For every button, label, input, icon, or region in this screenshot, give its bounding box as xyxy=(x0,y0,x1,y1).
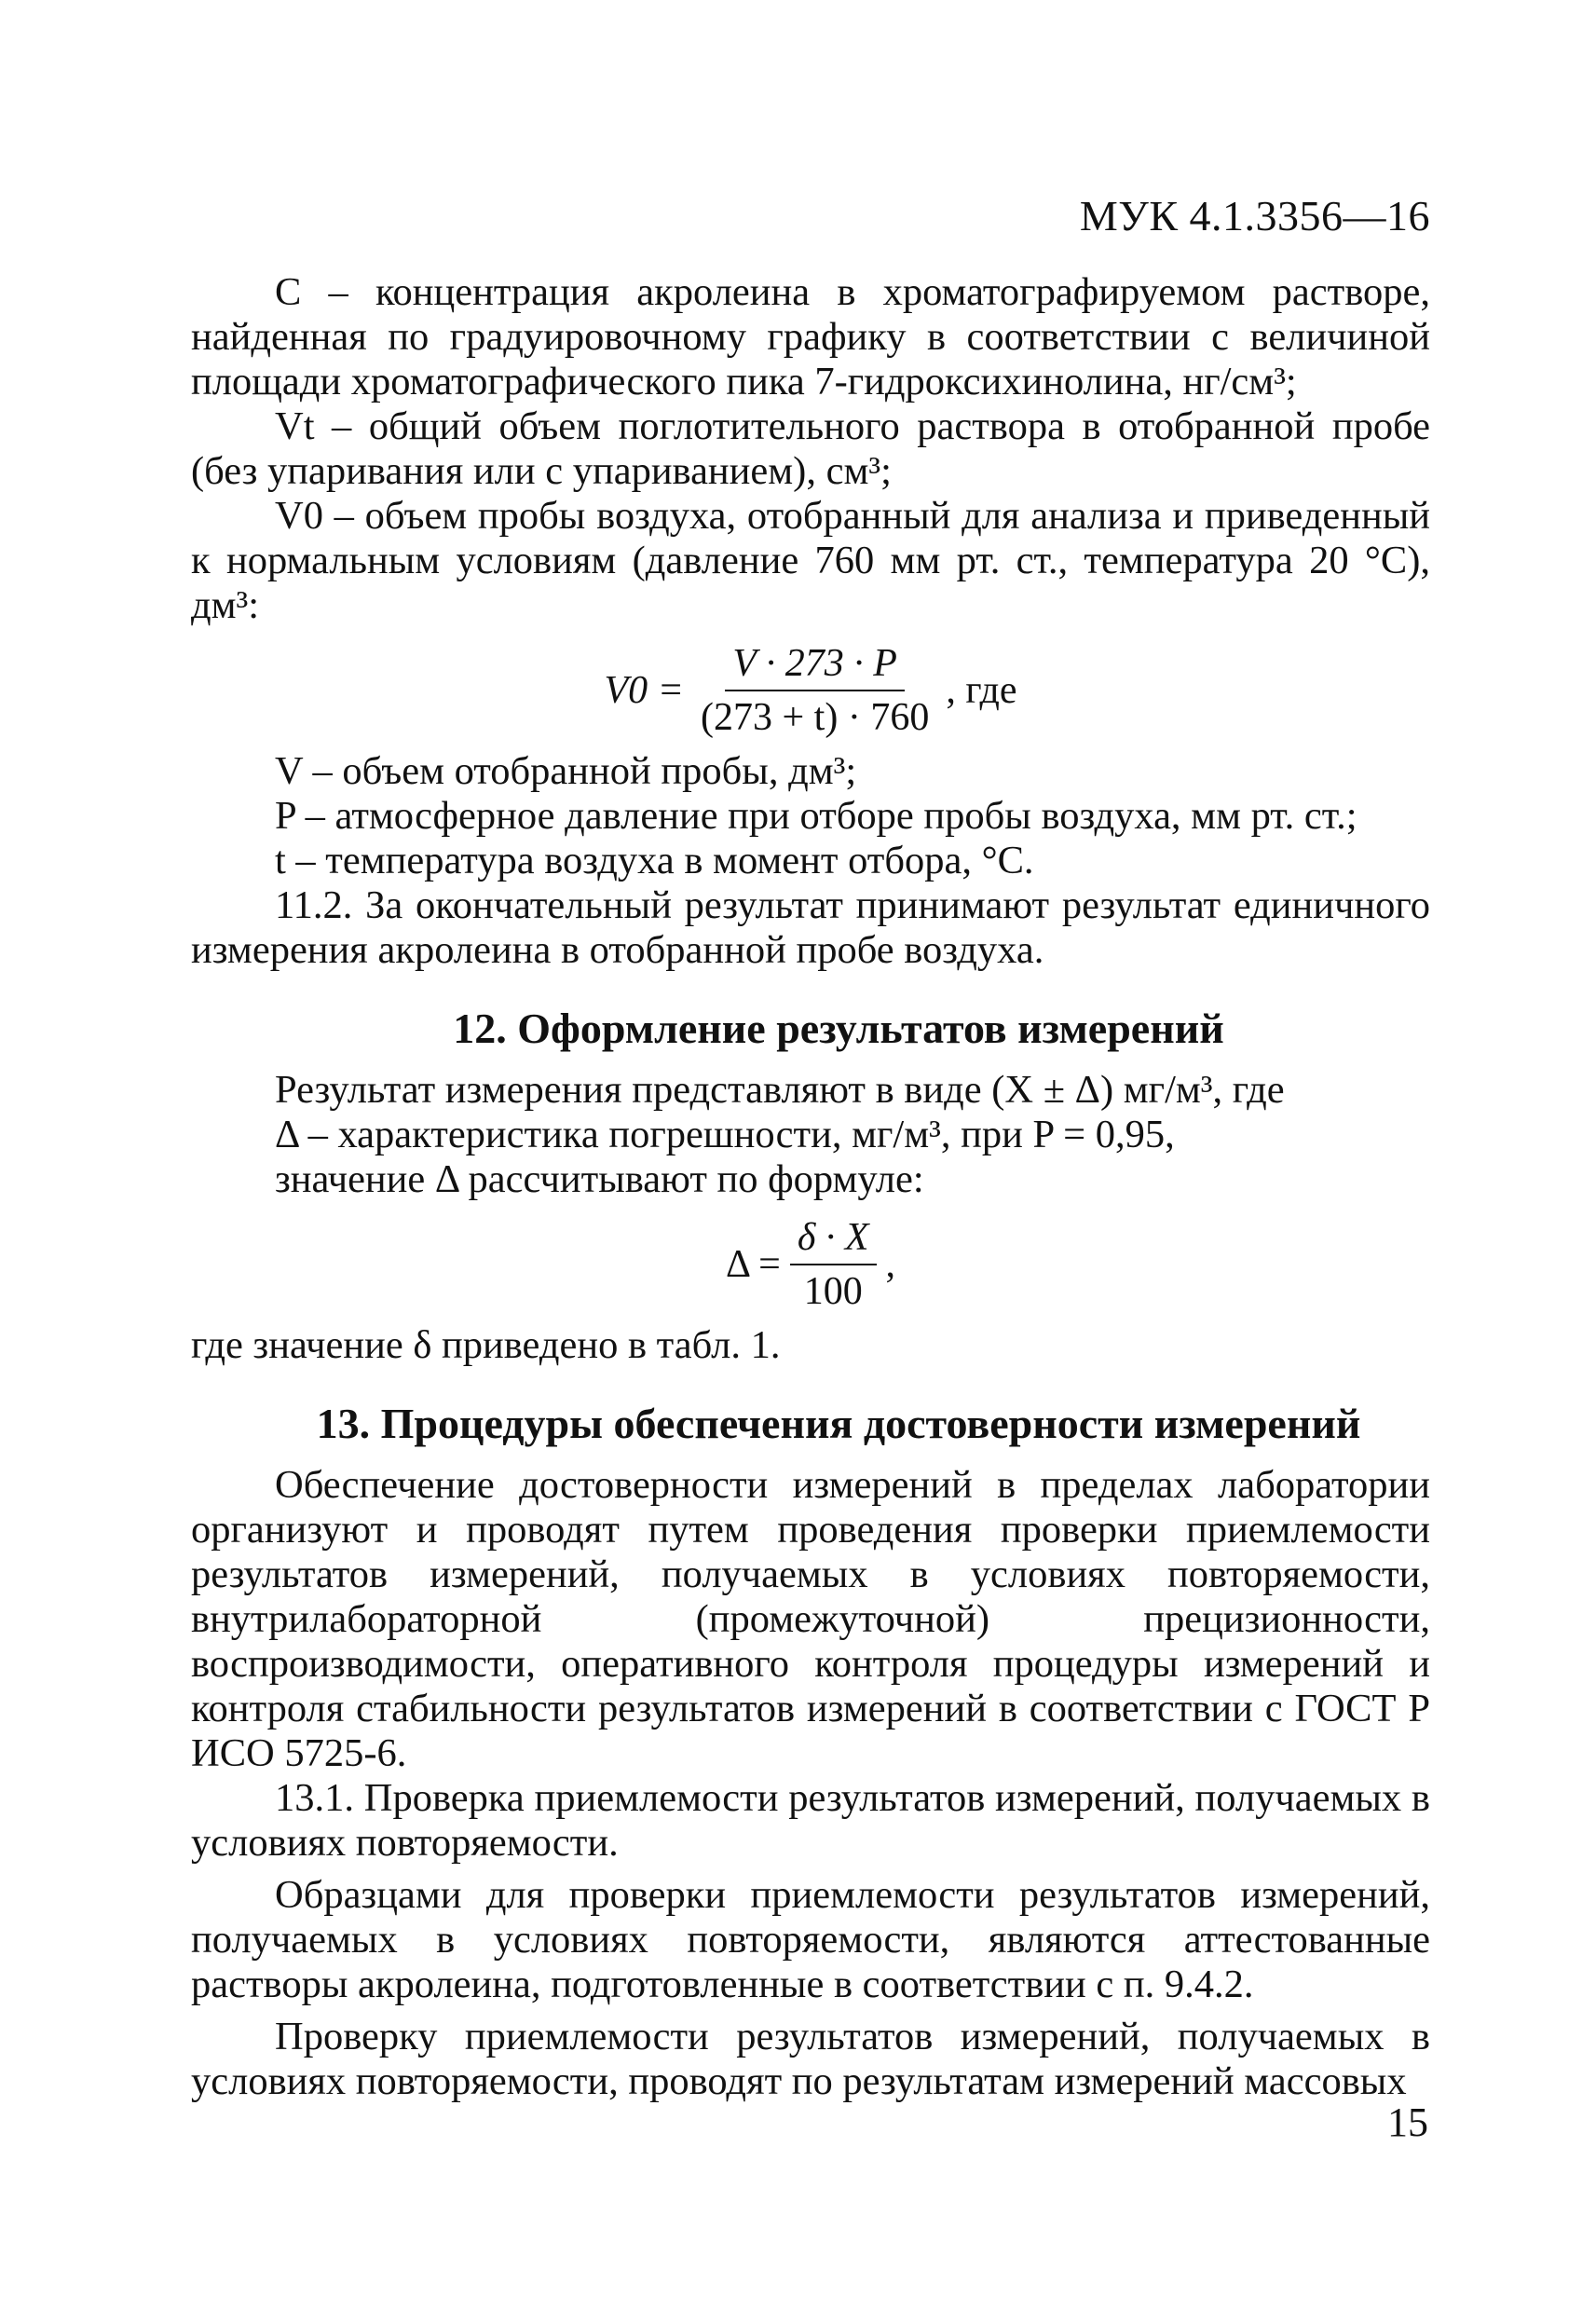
section-13-paragraph-2: Образцами для проверки приемлемости результатов измерений, получаемых в условиях повторяемости, являются аттестованные растворы акролеина, подготовленные в соответствии с п. 9.4.2. xyxy=(191,1873,1430,2006)
c-definition: С – концентрация акролеина в хроматографируемом растворе, найденная по градуировочному графику в соответствии с величиной площади хроматографического пика 7-гидроксихинолина, нг/см³; xyxy=(191,270,1430,403)
formula-v0-numerator: V · 273 · P xyxy=(725,641,905,691)
v-definition: V – объем отобранной пробы, дм³; xyxy=(275,749,857,793)
v0-definition: V0 – объем пробы воздуха, отобранный для анализа и приведенный к нормальным условиям (давление 760 мм рт. ст., температура 20 °С), дм³: xyxy=(191,494,1430,627)
section-12-line-2: Δ – характеристика погрешности, мг/м³, при P = 0,95, xyxy=(275,1113,1175,1156)
p-definition: P – атмосферное давление при отборе пробы воздуха, мм рт. ст.; xyxy=(275,794,1357,838)
section-13-paragraph-3: Проверку приемлемости результатов измерений, получаемых в условиях повторяемости, проводят по результатам измерений массовых xyxy=(191,2015,1430,2103)
formula-v0-lhs: V0 = xyxy=(604,669,684,712)
page-body xyxy=(191,270,1430,2104)
formula-v0-fraction xyxy=(693,641,936,740)
formula-delta-suffix: , xyxy=(885,1243,896,1286)
formula-delta-lhs: Δ = xyxy=(725,1243,781,1286)
section-12-title: 12. Оформление результатов измерений xyxy=(453,1005,1224,1052)
section-13-paragraph-1: Обеспечение достоверности измерений в пределах лаборатории организуют и проводят путем проведения проверки приемлемости результатов измерений, получаемых в условиях повторяемости, внутрилабораторной (промежуточной) прецизионности, воспроизводимости, оперативного контроля процедуры измерений и контроля стабильности результатов измерений в соответствии с ГОСТ Р ИСО 5725-6. xyxy=(191,1463,1430,1775)
formula-delta-numerator: δ · X xyxy=(790,1215,877,1265)
section-12-line-3: значение Δ рассчитывают по формуле: xyxy=(275,1157,924,1201)
paragraph-11-2: 11.2. За окончательный результат принимают результат единичного измерения акролеина в отобранной пробе воздуха. xyxy=(191,883,1430,972)
t-definition: t – температура воздуха в момент отбора, °С. xyxy=(275,839,1034,882)
formula-delta-denominator: 100 xyxy=(803,1270,863,1313)
document-code-header: МУК 4.1.3356—16 xyxy=(1079,192,1430,239)
vt-definition: Vt – общий объем поглотительного раствора в отобранной пробе (без упаривания или с упариванием), см³; xyxy=(191,404,1430,493)
section-12-after: где значение δ приведено в табл. 1. xyxy=(191,1323,781,1367)
formula-v0-suffix: , где xyxy=(946,669,1017,712)
delta-formula xyxy=(191,1215,1430,1314)
paragraph-13-1: 13.1. Проверка приемлемости результатов измерений, получаемых в условиях повторяемости. xyxy=(191,1776,1430,1865)
formula-v0-denominator: (273 + t) · 760 xyxy=(701,696,930,739)
page-number: 15 xyxy=(1387,2099,1428,2145)
v0-formula xyxy=(191,641,1430,740)
section-13-title: 13. Процедуры обеспечения достоверности измерений xyxy=(316,1400,1361,1447)
section-12-block xyxy=(191,1068,1430,1202)
section-12-line-1: Результат измерения представляют в виде (X ± Δ) мг/м³, где xyxy=(275,1068,1285,1112)
formula-delta-fraction xyxy=(790,1215,877,1314)
